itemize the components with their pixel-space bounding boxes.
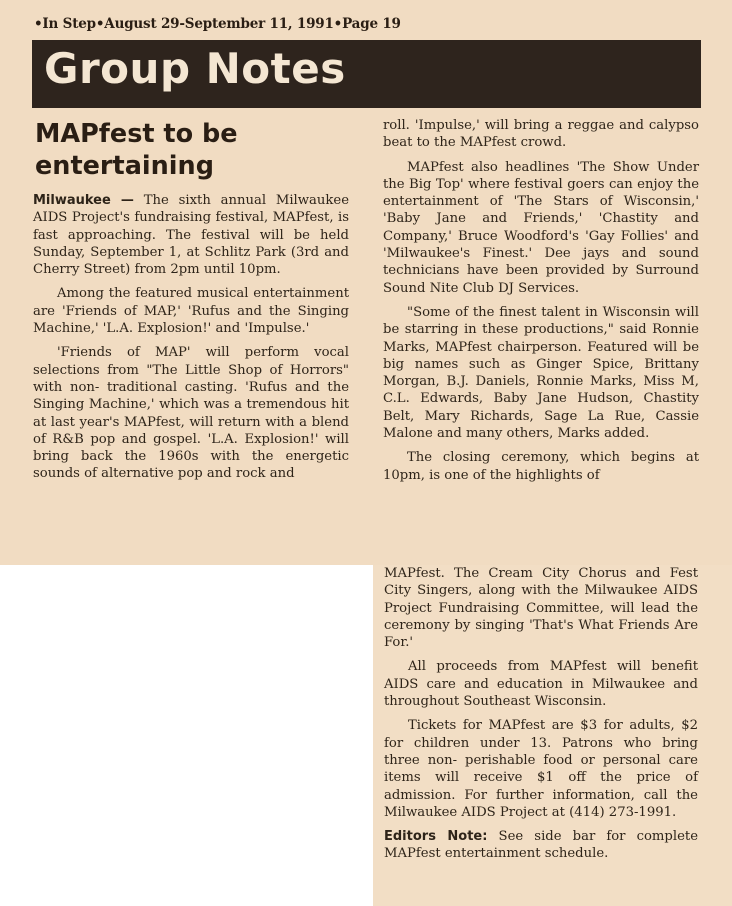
paragraph: MAPfest also headlines 'The Show Under the Big Top' where festival goers can enjoy the entertainment of 'The Stars of Wisconsin,' 'Baby Jane and Friends,' 'Chastity and Company,' Bruce Woodford's 'Gay Follies' and 'Milwaukee's Finest.' Dee jays and sound technicians have been provided by Surround Sound Nite Club DJ Services. bbox=[383, 159, 699, 296]
paragraph: 'Friends of MAP' will perform vocal selections from "The Little Shop of Horrors" with non- traditional casting. 'Rufus and the Singing Machine,' which was a tremendous hit at last year's MAPfest, will return with a blend of R&B pop and gospel. 'L.A. Explosion!' will bring back the 1960s with the energetic sounds of alternative pop and rock and bbox=[33, 345, 349, 482]
paragraph: roll. 'Impulse,' will bring a reggae and calypso beat to the MAPfest crowd. bbox=[383, 118, 699, 151]
section-banner bbox=[32, 40, 701, 108]
editors-note-label: Editors Note: bbox=[384, 829, 488, 845]
article-column-3 bbox=[384, 565, 698, 870]
editors-note-text: See side bar for complete MAPfest entertainment schedule. bbox=[384, 829, 698, 862]
paragraph: All proceeds from MAPfest will benefit AIDS care and education in Milwaukee and throughout Southeast Wisconsin. bbox=[384, 659, 698, 710]
article-column-1 bbox=[33, 192, 349, 490]
article-column-2 bbox=[383, 117, 699, 491]
paragraph bbox=[33, 192, 349, 278]
paragraph: MAPfest. The Cream City Chorus and Fest City Singers, along with the Milwaukee AIDS Project Fundraising Committee, will lead the ceremony by singing 'That's What Friends Are For.' bbox=[384, 566, 698, 651]
paragraph: Among the featured musical entertainment are 'Friends of MAP,' 'Rufus and the Singing Machine,' 'L.A. Explosion!' and 'Impulse.' bbox=[33, 286, 349, 337]
section-title: Group Notes bbox=[44, 44, 346, 93]
paragraph: Tickets for MAPfest are $3 for adults, $2 for children under 13. Patrons who bring three non- perishable food or personal care items will receive $1 off the price of admission. For further information, call the Milwaukee AIDS Project at (414) 273-1991. bbox=[384, 718, 698, 820]
article-headline: MAPfest to be entertaining bbox=[35, 119, 238, 181]
dateline: Milwaukee — bbox=[33, 193, 134, 208]
paragraph: "Some of the finest talent in Wisconsin will be starring in these productions," said Ronnie Marks, MAPfest chairperson. Featured will be big names such as Ginger Spice, Brittany Morgan, B.J. Daniels, Ronnie Marks, Miss M, C.L. Edwards, Baby Jane Hudson, Chastity Belt, Mary Richards, Sage La Rue, Cassie Malone and many others, Marks added. bbox=[383, 304, 699, 442]
page-header: •In Step•August 29-September 11, 1991•Page 19 bbox=[34, 16, 401, 32]
editors-note bbox=[384, 828, 698, 863]
paragraph-text: The sixth annual Milwaukee AIDS Project's fundraising festival, MAPfest, is fast approaching. The festival will be held Sunday, September 1, at Schlitz Park (3rd and Cherry Street) from 2pm until 10pm. bbox=[33, 193, 349, 278]
paragraph: The closing ceremony, which begins at 10pm, is one of the highlights of bbox=[383, 450, 699, 483]
